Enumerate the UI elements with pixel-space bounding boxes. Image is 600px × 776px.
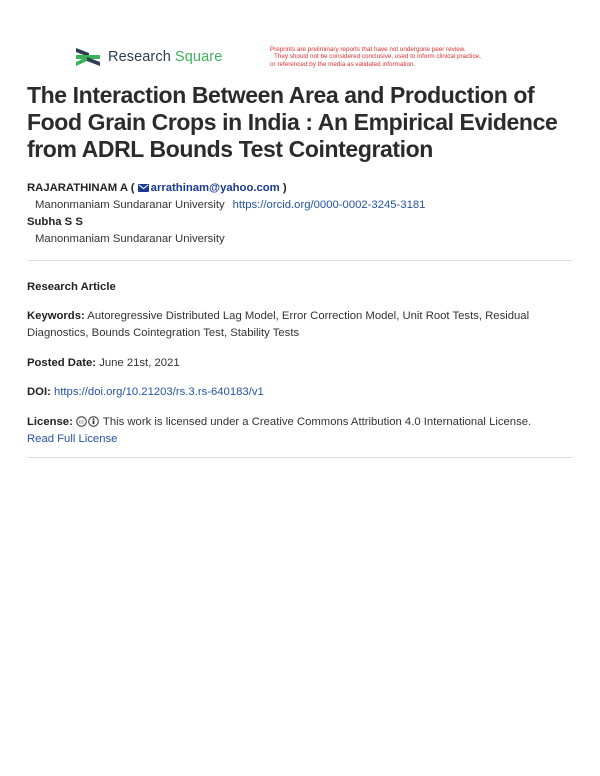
author-affiliation: Manonmaniam Sundaranar University xyxy=(35,233,225,245)
keywords-label: Keywords: xyxy=(27,310,85,322)
posted-date xyxy=(27,355,573,372)
keywords-value: Autoregressive Distributed Lag Model, Error Correction Model, Unit Root Tests, Residual Diagnostics, Bounds Cointegration Test, Stability Tests xyxy=(27,310,530,339)
orcid-link[interactable]: https://orcid.org/0000-0002-3245-3181 xyxy=(232,199,426,211)
doi xyxy=(27,384,573,401)
creative-commons-icon xyxy=(76,416,87,427)
posted-date-value: June 21st, 2021 xyxy=(99,357,180,369)
author-email-link[interactable] xyxy=(138,182,280,194)
research-square-logo-icon xyxy=(74,46,102,68)
author-email: arrathinam@yahoo.com xyxy=(150,182,280,194)
svg-text:cc: cc xyxy=(78,419,84,426)
logo-word-research: Research xyxy=(108,49,171,65)
envelope-icon xyxy=(138,184,149,192)
paren-close: ) xyxy=(279,182,287,194)
attribution-icon xyxy=(88,416,99,427)
doi-link[interactable]: https://doi.org/10.21203/rs.3.rs-640183/v1 xyxy=(54,386,264,398)
author-affiliation-row xyxy=(27,197,567,214)
disclaimer-line: or referenced by the media as validated information. xyxy=(270,60,416,68)
doi-label: DOI: xyxy=(27,386,51,398)
author-list xyxy=(27,180,567,248)
disclaimer-line: They should not be considered conclusive, used to inform clinical practice, xyxy=(274,53,481,61)
author-affiliation: Manonmaniam Sundaranar University xyxy=(35,199,225,211)
logo-wordmark xyxy=(108,49,222,65)
keywords xyxy=(27,308,573,342)
posted-date-label: Posted Date: xyxy=(27,357,97,369)
divider xyxy=(27,260,573,261)
article-type xyxy=(27,279,573,296)
paper-title: The Interaction Between Area and Production of Food Grain Crops in India : An Empirical Evidence from ADRL Bounds Test Cointegration xyxy=(27,82,558,162)
research-square-logo[interactable] xyxy=(74,46,222,68)
preprint-disclaimer xyxy=(270,46,570,68)
license-text: This work is licensed under a Creative Commons Attribution 4.0 International License. xyxy=(102,416,532,428)
license-label: License: xyxy=(27,416,73,428)
divider xyxy=(27,457,573,458)
author-entry xyxy=(27,214,567,231)
logo-word-square: Square xyxy=(175,49,223,65)
author-name: Subha S S xyxy=(27,216,83,228)
author-affiliation-row xyxy=(27,231,567,248)
paren-open: ( xyxy=(127,182,138,194)
disclaimer-line: Preprints are preliminary reports that have not undergone peer review. xyxy=(270,46,466,53)
article-type-label: Research Article xyxy=(27,281,116,293)
license xyxy=(27,414,573,448)
read-full-license-link[interactable]: Read Full License xyxy=(27,433,118,445)
page-header xyxy=(74,46,554,76)
author-entry xyxy=(27,180,567,197)
author-name: RAJARATHINAM A xyxy=(27,182,128,194)
